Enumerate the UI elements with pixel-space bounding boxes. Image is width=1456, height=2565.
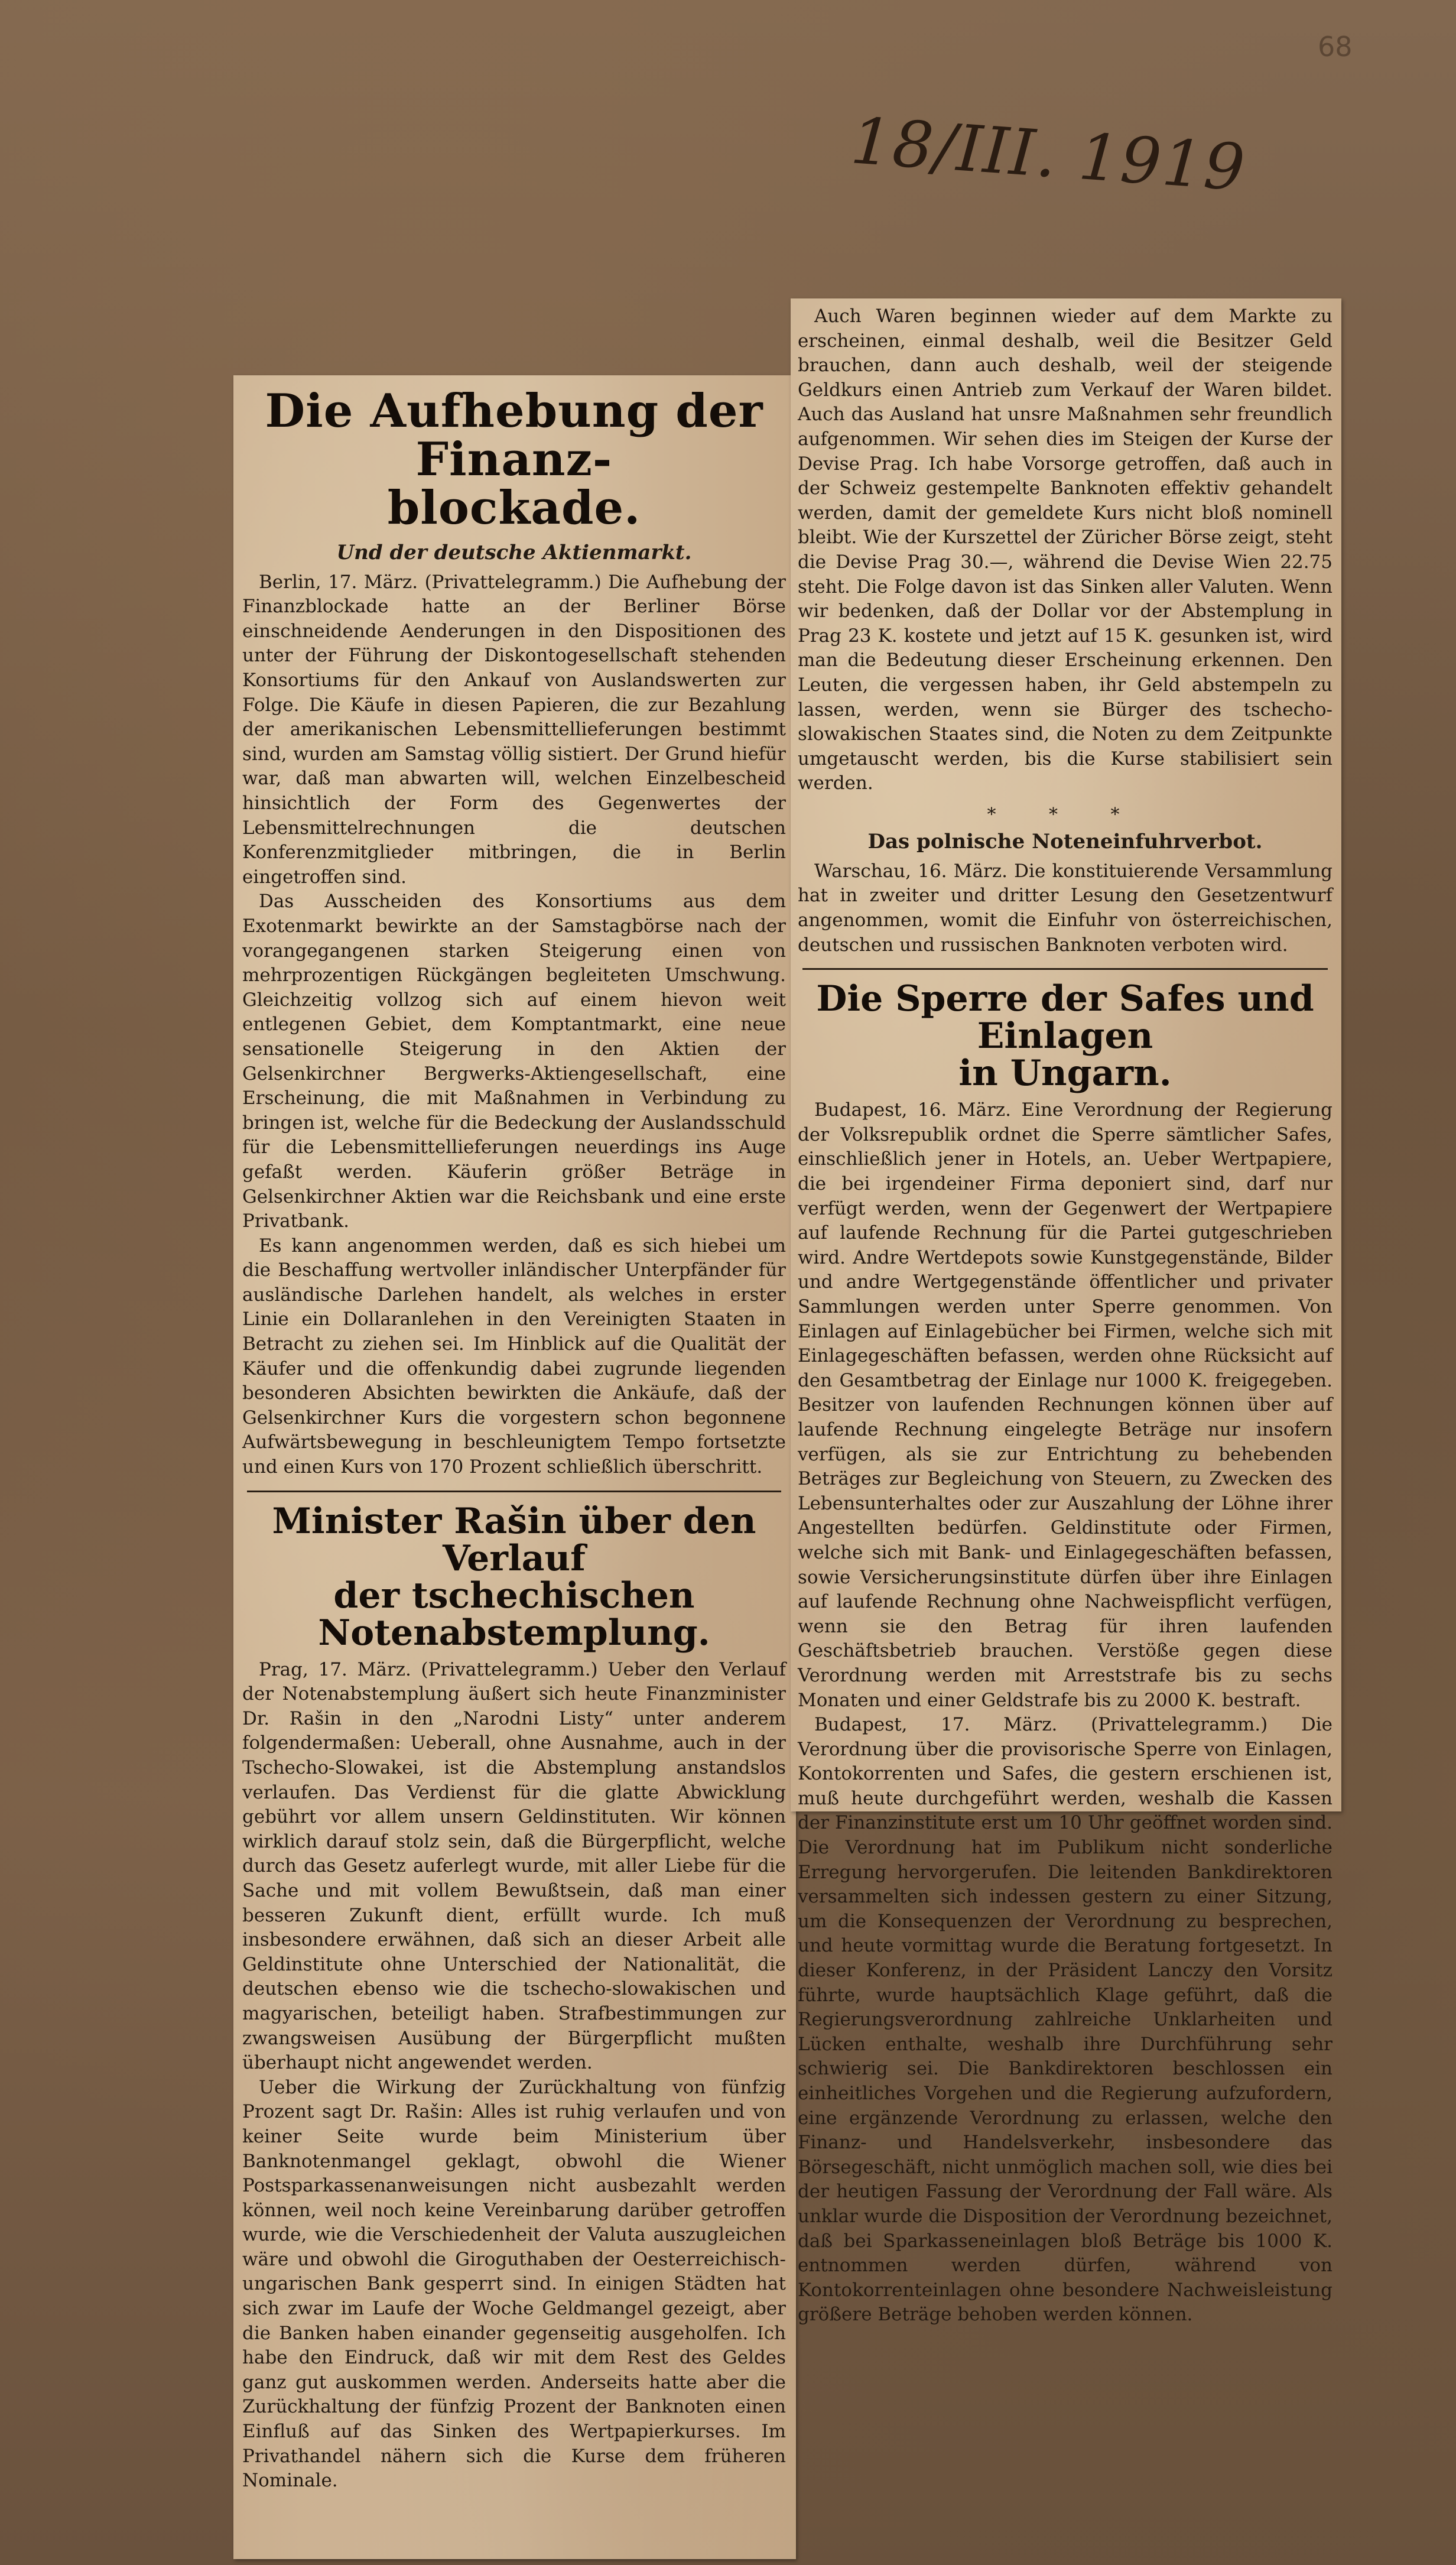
section-separator: * * *: [987, 804, 1143, 825]
headline-rasin-line2: der tschechischen Notenabstemplung.: [318, 1574, 710, 1654]
headline-rasin-line1: Minister Rašin über den Verlauf: [272, 1500, 756, 1579]
paragraph: Prag, 17. März. (Privattelegramm.) Ueber den Verlauf der Notenabstemplung äußert sich heute Finanzminister Dr. Rašin in den „Narodni Listy“ unter anderem folgendermaßen: Ueberall, ohne Ausnahme, auch in der Tschecho-Slowakei, ist die Abstemplung anstandslos verlaufen. Das Verdienst für die glatte Abwicklung gebührt vor allem unsern Geldinstituten. Wir können wirklich darauf stolz sein, daß die Bürgerpflicht, welche durch das Gesetz auferlegt wurde, mit aller Liebe für die Sache und mit vollem Bewußtsein, daß man einer besseren Zukunft dient, erfüllt wurde. Ich muß insbesondere erwähnen, daß sich an dieser Arbeit alle Geldinstitute ohne Unterschied der Nationalität, die deutschen ebenso wie die tschecho-slowakischen und magyarischen, beteiligt haben. Strafbestimmungen zur zwangsweisen Ausübung der Bürgerpflicht mußten überhaupt nicht angewendet werden.: [242, 1658, 786, 2074]
page-mark: 68: [1318, 31, 1353, 63]
headline-finanzblockade-line2: blockade.: [387, 480, 641, 535]
headline-ungarn-line2: in Ungarn.: [958, 1053, 1172, 1095]
right-column: [798, 304, 1332, 2327]
paragraph: Ueber die Wirkung der Zurückhaltung von fünfzig Prozent sagt Dr. Rašin: Alles ist ruhig verlaufen und von keiner Seite wurde beim Ministerium über Banknotenmangel geklagt, obwohl die Wiener Postsparkassenanweisungen nicht ausbezahlt werden können, weil noch keine Vereinbarung darüber getroffen wurde, wie die Verschiedenheit der Valuta auszugleichen wäre und obwohl die Giroguthaben der Oesterreichisch-ungarischen Bank gesperrt sind. In einigen Städten hat sich zwar im Laufe der Woche Geldmangel gezeigt, aber die Banken haben einander gegenseitig ausgeholfen. Ich habe den Eindruck, daß wir mit dem Rest des Geldes ganz gut auskommen werden. Anderseits hatte aber die Zurückhaltung der fünfzig Prozent der Banknoten einen Einfluß auf das Sinken des Wertpapierkurses. Im Privathandel nähern sich die Kurse dem früheren Nominale.: [242, 2076, 786, 2492]
paragraph-continuation: Auch Waren beginnen wieder auf dem Markte zu erscheinen, einmal deshalb, weil die Besitzer Geld brauchen, dann auch deshalb, weil der steigende Geldkurs einen Antrieb zum Verkauf der Waren bildet. Auch das Ausland hat unsre Maßnahmen sehr freundlich aufgenommen. Wir sehen dies im Steigen der Kurse der Devise Prag. Ich habe Vorsorge getroffen, daß auch in der Schweiz gestempelte Banknoten effektiv gehandelt werden, damit der gemeldete Kurs nicht bloß nominell bleibt. Wie der Kurszettel der Züricher Börse zeigt, steht die Devise Prag 30.—, während die Devise Wien 22.75 steht. Die Folge davon ist das Sinken aller Valuten. Wenn wir bedenken, daß der Dollar vor der Abstemplung in Prag 23 K. kostete und jetzt auf 15 K. gesunken ist, wird man die Bedeutung dieser Erscheinung erkennen. Den Leuten, die vergessen haben, ihr Geld abstempeln zu lassen, werden, wenn sie Bürger des tschecho-slowakischen Staates sind, die Noten zu dem Zeitpunkte umgetauscht werden, bis die Kurse stabilisiert sein werden.: [798, 306, 1332, 794]
subheadline-aktienmarkt: Und der deutsche Aktienmarkt.: [336, 540, 692, 564]
paragraph: Berlin, 17. März. (Privattelegramm.) Die Aufhebung der Finanzblockade hatte an der Berliner Börse einschneidende Aenderungen in den Dispositionen des unter der Führung der Diskontogesellschaft stehenden Konsortiums für den Ankauf von Auslandswerten zur Folge. Die Käufe in diesen Papieren, die zur Bezahlung der amerikanischen Lebensmittellieferungen bestimmt sind, wurden am Samstag völlig sistiert. Der Grund hiefür war, daß man abwarten will, welchen Einzelbescheid hinsichtlich der Form des Gegenwertes der Lebensmittelrechnungen die deutschen Konferenzmitglieder mitbringen, die in Berlin eingetroffen sind.: [242, 571, 786, 888]
article-rasin: [242, 1500, 786, 2493]
divider: [247, 1491, 781, 1492]
headline-ungarn-line1: Die Sperre der Safes und Einlagen: [816, 978, 1314, 1057]
article-polnisch: [798, 830, 1332, 957]
paragraph: Budapest, 16. März. Eine Verordnung der Regierung der Volksrepublik ordnet die Sperre sämtlicher Safes, einschließlich jener in Hotels, an. Ueber Wertpapiere, die bei irgendeiner Firma deponiert sind, darf nur verfügt werden, wenn der Gegenwert der Wertpapiere auf laufende Rechnung für die Partei gutgeschrieben wird. Andre Wertdepots sowie Kunstgegenstände, Bilder und andre Wertgegenstände öffentlicher und privater Sammlungen werden unter Sperre genommen. Von Einlagen auf Einlagebücher bei Firmen, welche sich mit Einlagegeschäften befassen, werden ohne Rücksicht auf den Gesamtbetrag der Einlage nur 1000 K. freigegeben. Besitzer von laufenden Rechnungen können über auf laufende Rechnung eingelegte Beträge nur insofern verfügen, als sie zur Entrichtung zu behebenden Beträges zur Begleichung von Steuern, zu Zwecken des Lebensunterhaltes oder zur Auszahlung der Löhne ihrer Angestellten bedürfen. Geldinstitute oder Firmen, welche sich mit Bank- und Einlagegeschäften befassen, sowie Versicherungsinstitute dürfen über ihre Einlagen auf laufende Rechnung ohne Nachweispflicht verfügen, wenn sie den Betrag für ihren laufenden Geschäftsbetrieb brauchen. Verstöße gegen diese Verordnung werden mit Arreststrafe bis zu sechs Monaten und einer Geldstrafe bis zu 2000 K. bestraft.: [798, 1099, 1332, 1711]
paragraph: Warschau, 16. März. Die konstituierende Versammlung hat in zweiter und dritter Lesung den Gesetzentwurf angenommen, womit die Einfuhr von österreichischen, deutschen und russischen Banknoten verboten wird.: [798, 860, 1332, 956]
handwritten-date: 18/III. 1919: [848, 104, 1249, 206]
headline-polnisch: Das polnische Noteneinfuhrverbot.: [867, 829, 1263, 853]
left-column: [242, 384, 786, 2493]
article-ungarn: [798, 980, 1332, 2327]
paragraph: Budapest, 17. März. (Privattelegramm.) Die Verordnung über die provisorische Sperre von Einlagen, Kontokorrenten und Safes, die gestern erschienen ist, muß heute durchgeführt werden, weshalb die Kassen der Finanzinstitute erst um 10 Uhr geöffnet worden sind. Die Verordnung hat im Publikum nicht sonderliche Erregung hervorgerufen. Die leitenden Bankdirektoren versammelten sich indessen gestern zu einer Sitzung, um die Konsequenzen der Verordnung zu besprechen, und heute vormittag wurde die Beratung fortgesetzt. In dieser Konferenz, in der Präsident Lanczy den Vorsitz führte, wurde hauptsächlich Klage geführt, daß die Regierungsverordnung zahlreiche Unklarheiten und Lücken enthalte, weshalb ihre Durchführung sehr schwierig sei. Die Bankdirektoren beschlossen ein einheitliches Vorgehen und die Regierung aufzufordern, eine ergänzende Verordnung zu erlassen, welche den Finanz- und Handelsverkehr, insbesondere das Börsegeschäft, nicht unmöglich machen soll, wie dies bei der heutigen Fassung der Verordnung der Fall wäre. Als unklar wurde die Disposition der Verordnung bezeichnet, daß bei Sparkasseneinlagen bloß Beträge bis 1000 K. entnommen werden dürfen, während von Kontokorrenteinlagen ohne besondere Nachweisleistung größere Beträge behoben werden können.: [798, 1714, 1332, 2326]
article-finanzblockade: [242, 384, 786, 1480]
divider: [802, 968, 1328, 970]
paragraph: Es kann angenommen werden, daß es sich hiebei um die Beschaffung wertvoller inländischer Unterpfänder für ausländische Darlehen handelt, als welches in erster Linie ein Dollaranlehen in den Vereinigten Staaten in Betracht zu ziehen sei. Im Hinblick auf die Qualität der Käufer und die offenkundig dabei zugrunde liegenden besonderen Absichten bewirkten die Ankäufe, daß der Gelsenkirchner Kurs die vorgestern schon begonnene Aufwärtsbewegung in beschleunigtem Tempo fortsetzte und einen Kurs von 170 Prozent schließlich überschritt.: [242, 1235, 786, 1478]
headline-finanzblockade-line1: Die Aufhebung der Finanz-: [265, 384, 763, 486]
paragraph: Das Ausscheiden des Konsortiums aus dem Exotenmarkt bewirkte an der Samstagbörse nach der vorangegangenen starken Steigerung einen von mehrprozentigen Rückgängen begleiteten Umschwung. Gleichzeitig vollzog sich auf einem hievon weit entlegenen Gebiet, dem Komptantmarkt, eine neue sensationelle Steigerung in den Aktien der Gelsenkirchner Bergwerks-Aktiengesellschaft, eine Erscheinung, die mit Maßnahmen in Verbindung zu bringen ist, welche für die Bedeckung der Auslandsschuld für die Lebensmittellieferungen neuerdings ins Auge gefaßt werden. Käuferin größer Beträge in Gelsenkirchner Aktien war die Reichsbank und eine erste Privatbank.: [242, 891, 786, 1232]
